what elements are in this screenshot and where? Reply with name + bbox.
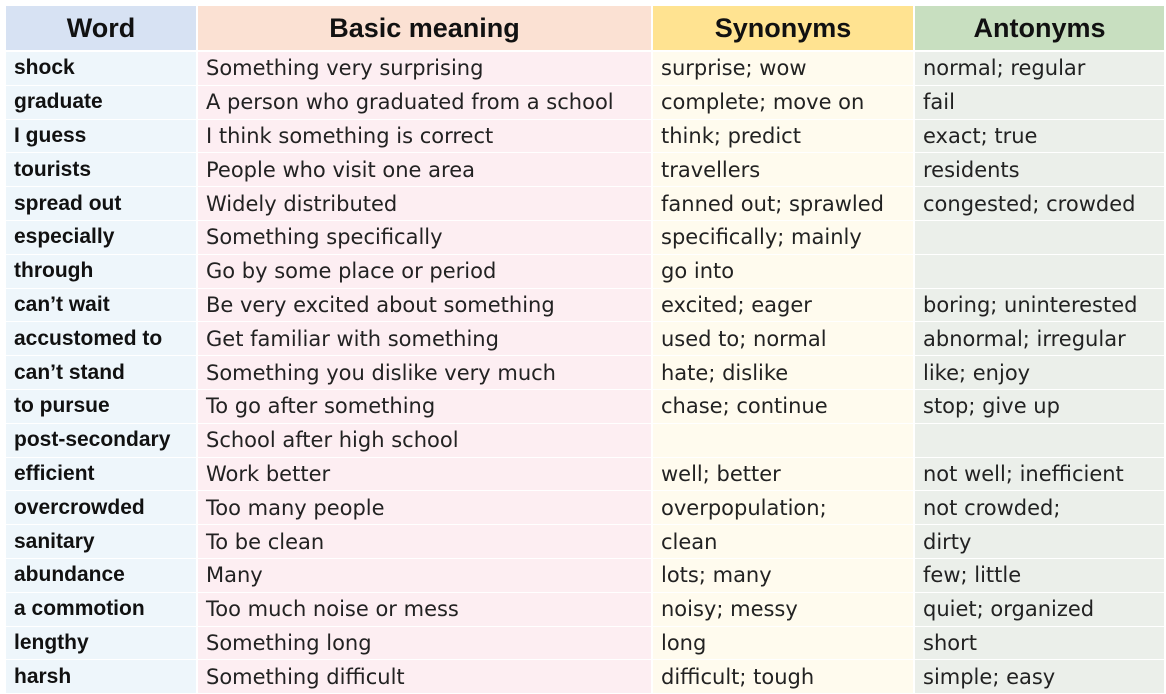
word-cell: abundance — [6, 559, 198, 593]
antonyms-cell: few; little — [915, 559, 1164, 593]
header-antonyms: Antonyms — [915, 6, 1164, 52]
antonyms-cell: congested; crowded — [915, 187, 1164, 221]
meaning-cell: Something long — [198, 627, 653, 661]
table-row — [6, 356, 1164, 390]
word-cell: can’t stand — [6, 356, 198, 390]
word-cell: spread out — [6, 187, 198, 221]
table-row — [6, 491, 1164, 525]
synonyms-cell: lots; many — [653, 559, 915, 593]
table-row — [6, 525, 1164, 559]
vocabulary-table — [6, 6, 1164, 694]
table-row — [6, 627, 1164, 661]
synonyms-cell: fanned out; sprawled — [653, 187, 915, 221]
meaning-cell: Something very surprising — [198, 52, 653, 86]
table-row — [6, 390, 1164, 424]
table-row — [6, 660, 1164, 694]
word-cell: harsh — [6, 660, 198, 694]
word-cell: post-secondary — [6, 424, 198, 458]
synonyms-cell: travellers — [653, 153, 915, 187]
meaning-cell: People who visit one area — [198, 153, 653, 187]
antonyms-cell: not well; inefficient — [915, 458, 1164, 492]
antonyms-cell: simple; easy — [915, 660, 1164, 694]
synonyms-cell: noisy; messy — [653, 593, 915, 627]
meaning-cell: I think something is correct — [198, 120, 653, 154]
antonyms-cell: dirty — [915, 525, 1164, 559]
table-row — [6, 593, 1164, 627]
table-row — [6, 52, 1164, 86]
word-cell: accustomed to — [6, 322, 198, 356]
synonyms-cell: chase; continue — [653, 390, 915, 424]
antonyms-cell — [915, 424, 1164, 458]
word-cell: can’t wait — [6, 289, 198, 323]
word-cell: to pursue — [6, 390, 198, 424]
meaning-cell: Go by some place or period — [198, 255, 653, 289]
table-row — [6, 255, 1164, 289]
meaning-cell: To be clean — [198, 525, 653, 559]
meaning-cell: School after high school — [198, 424, 653, 458]
synonyms-cell: used to; normal — [653, 322, 915, 356]
antonyms-cell: not crowded; — [915, 491, 1164, 525]
word-cell: I guess — [6, 120, 198, 154]
table-row — [6, 153, 1164, 187]
synonyms-cell: specifically; mainly — [653, 221, 915, 255]
synonyms-cell: well; better — [653, 458, 915, 492]
synonyms-cell: go into — [653, 255, 915, 289]
word-cell: through — [6, 255, 198, 289]
word-cell: tourists — [6, 153, 198, 187]
word-cell: graduate — [6, 86, 198, 120]
table-row — [6, 289, 1164, 323]
synonyms-cell: clean — [653, 525, 915, 559]
synonyms-cell: difficult; tough — [653, 660, 915, 694]
antonyms-cell: residents — [915, 153, 1164, 187]
meaning-cell: Widely distributed — [198, 187, 653, 221]
word-cell: sanitary — [6, 525, 198, 559]
table-row — [6, 322, 1164, 356]
word-cell: shock — [6, 52, 198, 86]
meaning-cell: Too many people — [198, 491, 653, 525]
table-body — [6, 52, 1164, 694]
antonyms-cell: quiet; organized — [915, 593, 1164, 627]
word-cell: a commotion — [6, 593, 198, 627]
table-row — [6, 187, 1164, 221]
meaning-cell: Work better — [198, 458, 653, 492]
antonyms-cell: fail — [915, 86, 1164, 120]
antonyms-cell: like; enjoy — [915, 356, 1164, 390]
antonyms-cell — [915, 255, 1164, 289]
antonyms-cell: stop; give up — [915, 390, 1164, 424]
synonyms-cell: long — [653, 627, 915, 661]
word-cell: lengthy — [6, 627, 198, 661]
table-row — [6, 458, 1164, 492]
meaning-cell: Too much noise or mess — [198, 593, 653, 627]
synonyms-cell: overpopulation; — [653, 491, 915, 525]
synonyms-cell: complete; move on — [653, 86, 915, 120]
antonyms-cell: abnormal; irregular — [915, 322, 1164, 356]
table-row — [6, 221, 1164, 255]
antonyms-cell — [915, 221, 1164, 255]
synonyms-cell: think; predict — [653, 120, 915, 154]
meaning-cell: Many — [198, 559, 653, 593]
meaning-cell: Get familiar with something — [198, 322, 653, 356]
table-row — [6, 86, 1164, 120]
meaning-cell: Be very excited about something — [198, 289, 653, 323]
meaning-cell: A person who graduated from a school — [198, 86, 653, 120]
table-row — [6, 424, 1164, 458]
header-synonyms: Synonyms — [653, 6, 915, 52]
header-basic-meaning: Basic meaning — [198, 6, 653, 52]
word-cell: especially — [6, 221, 198, 255]
word-cell: overcrowded — [6, 491, 198, 525]
synonyms-cell — [653, 424, 915, 458]
antonyms-cell: normal; regular — [915, 52, 1164, 86]
table-row — [6, 559, 1164, 593]
meaning-cell: Something specifically — [198, 221, 653, 255]
synonyms-cell: hate; dislike — [653, 356, 915, 390]
header-row — [6, 6, 1164, 52]
synonyms-cell: excited; eager — [653, 289, 915, 323]
meaning-cell: Something difficult — [198, 660, 653, 694]
meaning-cell: Something you dislike very much — [198, 356, 653, 390]
antonyms-cell: boring; uninterested — [915, 289, 1164, 323]
antonyms-cell: short — [915, 627, 1164, 661]
antonyms-cell: exact; true — [915, 120, 1164, 154]
word-cell: efficient — [6, 458, 198, 492]
meaning-cell: To go after something — [198, 390, 653, 424]
synonyms-cell: surprise; wow — [653, 52, 915, 86]
header-word: Word — [6, 6, 198, 52]
table-row — [6, 120, 1164, 154]
